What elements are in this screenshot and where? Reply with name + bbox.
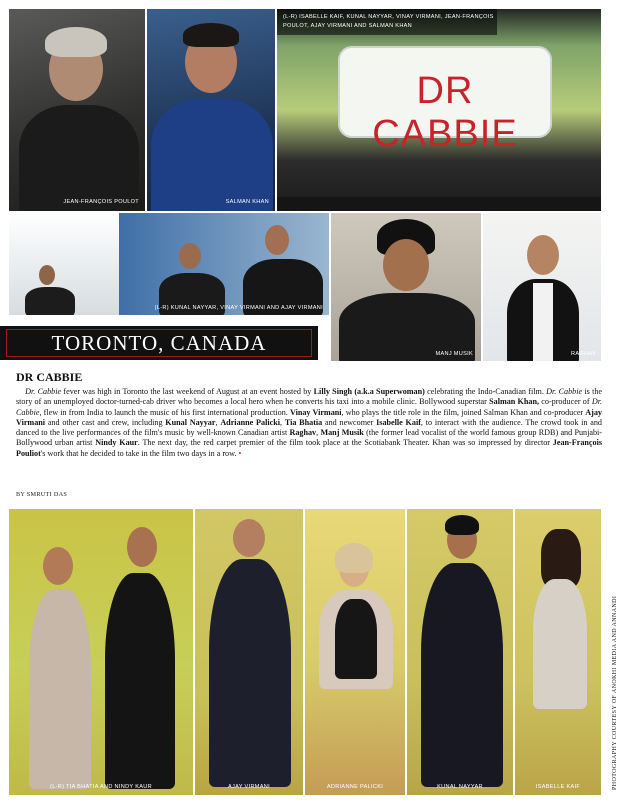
person-hair — [45, 27, 107, 57]
name: Vinay Virmani — [290, 407, 342, 417]
name: Tia Bhatia — [284, 417, 323, 427]
photo-caption: (L-R) KUNAL NAYYAR, VINAY VIRMANI AND AJAY VIRMANI — [154, 305, 323, 311]
person-suit — [209, 559, 291, 787]
text: , who plays the title role in the film, joined Salman Khan and co-producer — [341, 407, 586, 417]
person-head — [179, 243, 201, 269]
photo-isabelle-kaif — [514, 508, 602, 796]
name: Manj Musik — [320, 428, 364, 438]
panel-table — [277, 197, 602, 212]
person-head — [233, 519, 265, 557]
photo-ajay-virmani — [194, 508, 304, 796]
text: co-producer of — [539, 397, 592, 407]
person-dress — [335, 599, 377, 679]
photo-caption-line2: POULOT, AJAY VIRMANI AND SALMAN KHAN — [283, 23, 413, 29]
person-torso — [151, 99, 273, 212]
name: Jean-François Pouliot — [16, 438, 602, 458]
name: Salman Khan, — [489, 397, 540, 407]
text: . The next day, the red carpet premier of the film took place at the Scotiabank Theater. Khan was so impressed by director — [137, 438, 553, 448]
photo-tia-bhatia-nindy-kaur — [8, 508, 194, 796]
name: Ajay Virmani — [16, 407, 602, 427]
photo-kunal-nayyar — [406, 508, 514, 796]
text: and other cast and crew, including — [45, 417, 166, 427]
person-head — [383, 239, 429, 291]
person-dress — [105, 573, 175, 789]
person-suit — [421, 563, 503, 787]
person-head — [265, 225, 289, 255]
film-title: Dr. Cabbie, — [16, 397, 602, 417]
person-head — [43, 547, 73, 585]
film-title: Dr. Cabbie — [546, 387, 583, 396]
plate-text: DR CABBIE — [372, 70, 518, 155]
end-mark: • — [238, 448, 242, 458]
photo-caption: SALMAN KHAN — [225, 199, 269, 205]
person-head — [127, 527, 157, 567]
photo-caption: ADRIANNE PALICKI — [326, 784, 384, 790]
film-title: Dr. Cabbie — [25, 387, 62, 396]
person-head — [527, 235, 559, 275]
text: , — [215, 417, 221, 427]
photo-raghav — [482, 212, 602, 362]
photo-adrianne-palicki — [304, 508, 406, 796]
text: is the story of an unemployed doctor-turned-cab driver who becomes a local hero when he converts his taxi into a mobile clinic. Bollywood superstar — [16, 387, 602, 407]
person-dress — [533, 579, 587, 709]
banner-title: TORONTO, CANADA — [51, 331, 267, 355]
text: 's work that he decided to take in the film two days in a row. — [40, 448, 239, 458]
text: , — [279, 417, 285, 427]
name: Isabelle Kaif — [376, 417, 421, 427]
person-hair — [183, 23, 239, 47]
text: and newcomer — [322, 417, 377, 427]
caption-box — [277, 9, 497, 35]
photo-manj-musik — [330, 212, 482, 362]
photo-caption: RAGHAV — [570, 351, 596, 357]
photo-caption-line1: (L-R) ISABELLE KAIF, KUNAL NAYYAR, VINAY VIRMANI, JEAN-FRANÇOIS — [283, 14, 494, 20]
name: Nindy Kaur — [95, 438, 138, 448]
text: flew in from India to launch the music of his first international production. — [41, 407, 291, 417]
name: Adrianne Palicki — [220, 417, 280, 427]
photo-caption: KUNAL NAYYAR — [437, 784, 483, 790]
name: Lilly Singh (a.k.a Superwoman) — [313, 387, 425, 396]
text: , to interact with the audience. The crowd took in and danced to the live performances of the film's music by well-known Canadian artist — [16, 417, 602, 438]
byline: BY SMRUTI DAS — [16, 491, 68, 498]
photo-salman-khan — [146, 8, 276, 212]
article-heading: DR CABBIE — [16, 370, 83, 384]
dr-cabbie-plate — [338, 46, 552, 155]
person-torso — [19, 105, 139, 212]
section-banner — [0, 326, 318, 360]
name: Kunal Nayyar — [165, 417, 216, 427]
photo-credit: PHOTOGRAPHY COURTESY OF ANOKHI MEDIA AND ANNANDI — [612, 595, 618, 790]
person-dress — [29, 589, 91, 789]
text: celebrating the Indo-Canadian film. — [424, 387, 547, 396]
text: fever was high in Toronto the last weekend of August at an event hosted by — [61, 387, 314, 396]
photo-kunal-vinay-ajay — [8, 212, 330, 316]
name: Raghav — [289, 428, 317, 438]
photo-caption: AJAY VIRMANI — [228, 784, 270, 790]
photo-caption: ISABELLE KAIF — [535, 784, 581, 790]
person-hair — [445, 515, 479, 535]
photo-caption: JEAN-FRANÇOIS POULOT — [63, 199, 139, 205]
article-body — [16, 387, 602, 459]
photo-jean-francois-pouliot — [8, 8, 146, 212]
text: , — [316, 428, 321, 438]
person-hair — [335, 543, 373, 573]
person-torso — [25, 287, 75, 316]
photo-caption: MANJ MUSIK — [435, 351, 473, 357]
photo-caption: (L-R) TIA BHATIA AND NINDY KAUR — [50, 784, 152, 790]
person-head — [39, 265, 55, 285]
text: (the former lead vocalist of the world famous group RDB) and Punjabi-Bollywood urban artist — [16, 428, 602, 448]
person-shirt — [533, 283, 553, 362]
